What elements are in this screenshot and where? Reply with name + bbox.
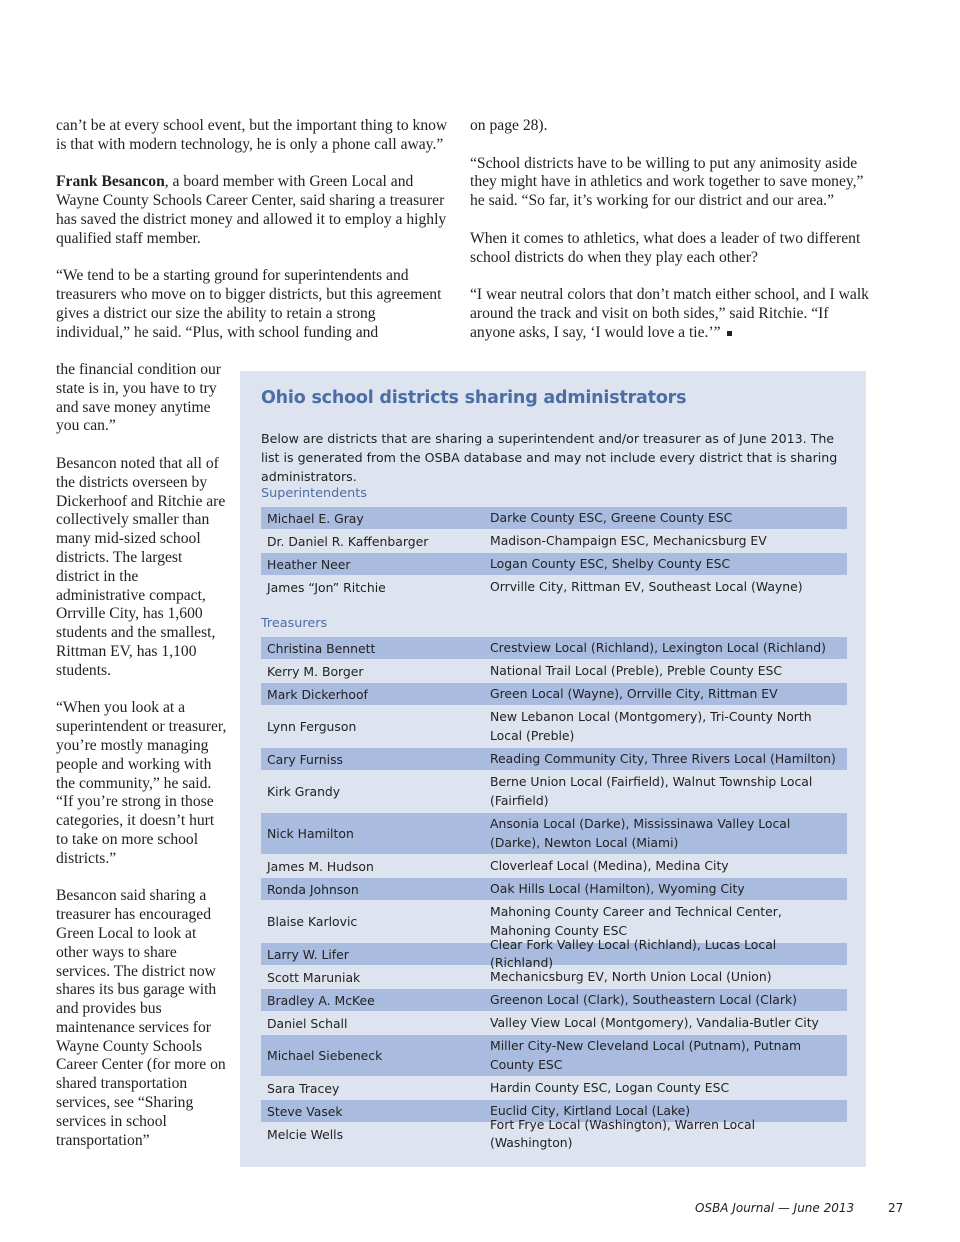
administrator-name: James “Jon” Ritchie [267,579,386,595]
article-paragraph: Besancon said sharing a treasurer has encouraged Green Local to look at other ways to share services. The district now shares its bus garage with and provides bus maintenance services for Wayne County Schools Career Center (for more on shared transportation services, see “Sharing services in school transportation” [56,887,226,1149]
administrator-name: Bradley A. McKee [267,992,375,1008]
administrator-name: Steve Vasek [267,1103,343,1119]
table-row [261,530,847,552]
table-row [261,748,847,770]
administrator-name: Blaise Karlovic [267,914,358,929]
administrator-name: Kerry M. Borger [267,663,364,679]
administrator-name: Michael Siebeneck [267,1048,383,1063]
speaker-name: Frank Besancon [56,173,165,191]
administrator-name: Scott Maruniak [267,969,361,985]
administrator-name: Kirk Grandy [267,784,341,799]
article-paragraph: “When you look at a superintendent or treasurer, you’re mostly managing people and working with the community,” he said. “If you’re strong in those categories, it doesn’t hurt to take on more school districts.” [56,699,227,867]
table-row [261,660,847,682]
district-list: Cloverleaf Local (Medina), Medina City [490,857,729,873]
district-list: Ansonia Local (Darke), Mississinawa Valley Local (Darke), Newton Local (Miami) [490,816,791,850]
article-column-right [470,117,870,343]
table-row [261,507,847,529]
table-row [261,706,847,747]
district-list: Logan County ESC, Shelby County ESC [490,555,731,571]
district-list: Hardin County ESC, Logan County ESC [490,1079,730,1095]
article-paragraph: the financial condition our state is in, you have to try and save money anytime you can.” [56,361,221,435]
administrator-name: Michael E. Gray [267,510,364,526]
administrator-name: Christina Bennett [267,640,376,656]
article-column-left-top [56,117,448,343]
administrator-name: Mark Dickerhoof [267,686,368,702]
table-row [261,771,847,812]
article-column-left-narrow [56,361,228,1150]
sidebar-intro: Below are districts that are sharing a superintendent and/or treasurer as of June 2013. The list is generated from the OSBA database and may not include every district that is sharing administrators. [261,431,838,484]
article-paragraph: Besancon noted that all of the districts overseen by Dickerhoof and Ritchie are collectively smaller than many mid-sized school districts. The largest district in the administrative compact, Orrville City, has 1,600 students and the smallest, Rittman EV, has 1,100 students. [56,454,226,679]
district-list: Crestview Local (Richland), Lexington Local (Richland) [490,639,826,655]
treasurers-table [261,637,847,1150]
district-list: Berne Union Local (Fairfield), Walnut Township Local (Fairfield) [490,774,813,808]
district-list: Green Local (Wayne), Orrville City, Rittman EV [490,685,778,701]
table-row [261,966,847,988]
footer-journal: OSBA Journal — June 2013 [695,1201,855,1215]
administrator-name: Cary Furniss [267,751,343,767]
sidebar-box [240,371,866,1167]
article-paragraph: When it comes to athletics, what does a leader of two different school districts do when they play each other? [470,229,861,266]
district-list: Mechanicsburg EV, North Union Local (Union) [490,968,772,984]
superintendents-table [261,507,847,599]
administrator-name: Heather Neer [267,556,351,572]
table-row [261,936,847,970]
district-list: Oak Hills Local (Hamilton), Wyoming City [490,880,745,896]
administrator-name: Dr. Daniel R. Kaffenbarger [267,533,429,549]
article-paragraph [470,286,870,342]
district-list: Reading Community City, Three Rivers Local (Hamilton) [490,750,836,766]
table-row [261,1116,847,1150]
district-list: Miller City-New Cleveland Local (Putnam), Putnam County ESC [490,1038,802,1072]
administrator-name: Melcie Wells [267,1126,344,1142]
table-row [261,637,847,659]
administrator-name: Larry W. Lifer [267,946,349,962]
end-mark-icon [727,331,732,336]
article-paragraph: can’t be at every school event, but the important thing to know is that with modern technology, he is only a phone call away.” [56,117,448,153]
table-row [261,1035,847,1076]
district-list: Greenon Local (Clark), Southeastern Local (Clark) [490,991,797,1007]
administrator-name: James M. Hudson [267,858,374,874]
article-paragraph: “We tend to be a starting ground for superintendents and treasurers who move on to bigger districts, but this agreement gives a district our size the ability to retain a strong individual,” he said. “Plus, with school funding and [56,267,442,341]
administrator-name: Lynn Ferguson [267,719,357,734]
administrator-name: Nick Hamilton [267,826,354,841]
treasurers-heading: Treasurers [261,616,328,631]
administrator-name: Sara Tracey [267,1080,340,1096]
district-list: Darke County ESC, Greene County ESC [490,509,733,525]
district-list: Clear Fork Valley Local (Richland), Lucas Local (Richland) [490,936,777,970]
table-row [261,576,847,598]
table-row [261,813,847,854]
administrator-name: Ronda Johnson [267,881,359,897]
article-text: , a board member with Green Local and Wayne County Schools Career Center, said sharing a treasurer has saved the district money and allowed it to employ a highly qualified staff member. [56,173,447,247]
table-row [261,989,847,1011]
district-list: Fort Frye Local (Washington), Warren Local (Washington) [490,1116,756,1150]
table-row [261,855,847,877]
article-paragraph: on page 28). [470,117,548,134]
page-number: 27 [888,1201,904,1215]
administrator-name: Daniel Schall [267,1015,348,1031]
district-list: Mahoning County Career and Technical Center, Mahoning County ESC [490,904,782,938]
table-row [261,683,847,705]
district-list: National Trail Local (Preble), Preble County ESC [490,662,783,678]
district-list: Euclid City, Kirtland Local (Lake) [490,1102,691,1118]
district-list: New Lebanon Local (Montgomery), Tri-County North Local (Preble) [490,709,812,743]
sidebar-title: Ohio school districts sharing administrators [261,388,687,408]
superintendents-heading: Superintendents [261,486,367,501]
table-row [261,878,847,900]
district-list: Valley View Local (Montgomery), Vandalia-Butler City [490,1014,819,1030]
article-paragraph [56,173,448,248]
table-row [261,1077,847,1099]
table-row [261,553,847,575]
district-list: Orrville City, Rittman EV, Southeast Local (Wayne) [490,578,803,594]
article-text: “I wear neutral colors that don’t match either school, and I walk around the track and visit on both sides,” said Ritchie. “If anyone asks, I say, ‘I would love a tie.’” [470,286,869,341]
table-row [261,1012,847,1034]
district-list: Madison-Champaign ESC, Mechanicsburg EV [490,532,767,548]
article-paragraph: “School districts have to be willing to put any animosity aside they might have in athletics and work together to save money,” he said. “So far, it’s working for our district and our area.” [470,154,864,210]
